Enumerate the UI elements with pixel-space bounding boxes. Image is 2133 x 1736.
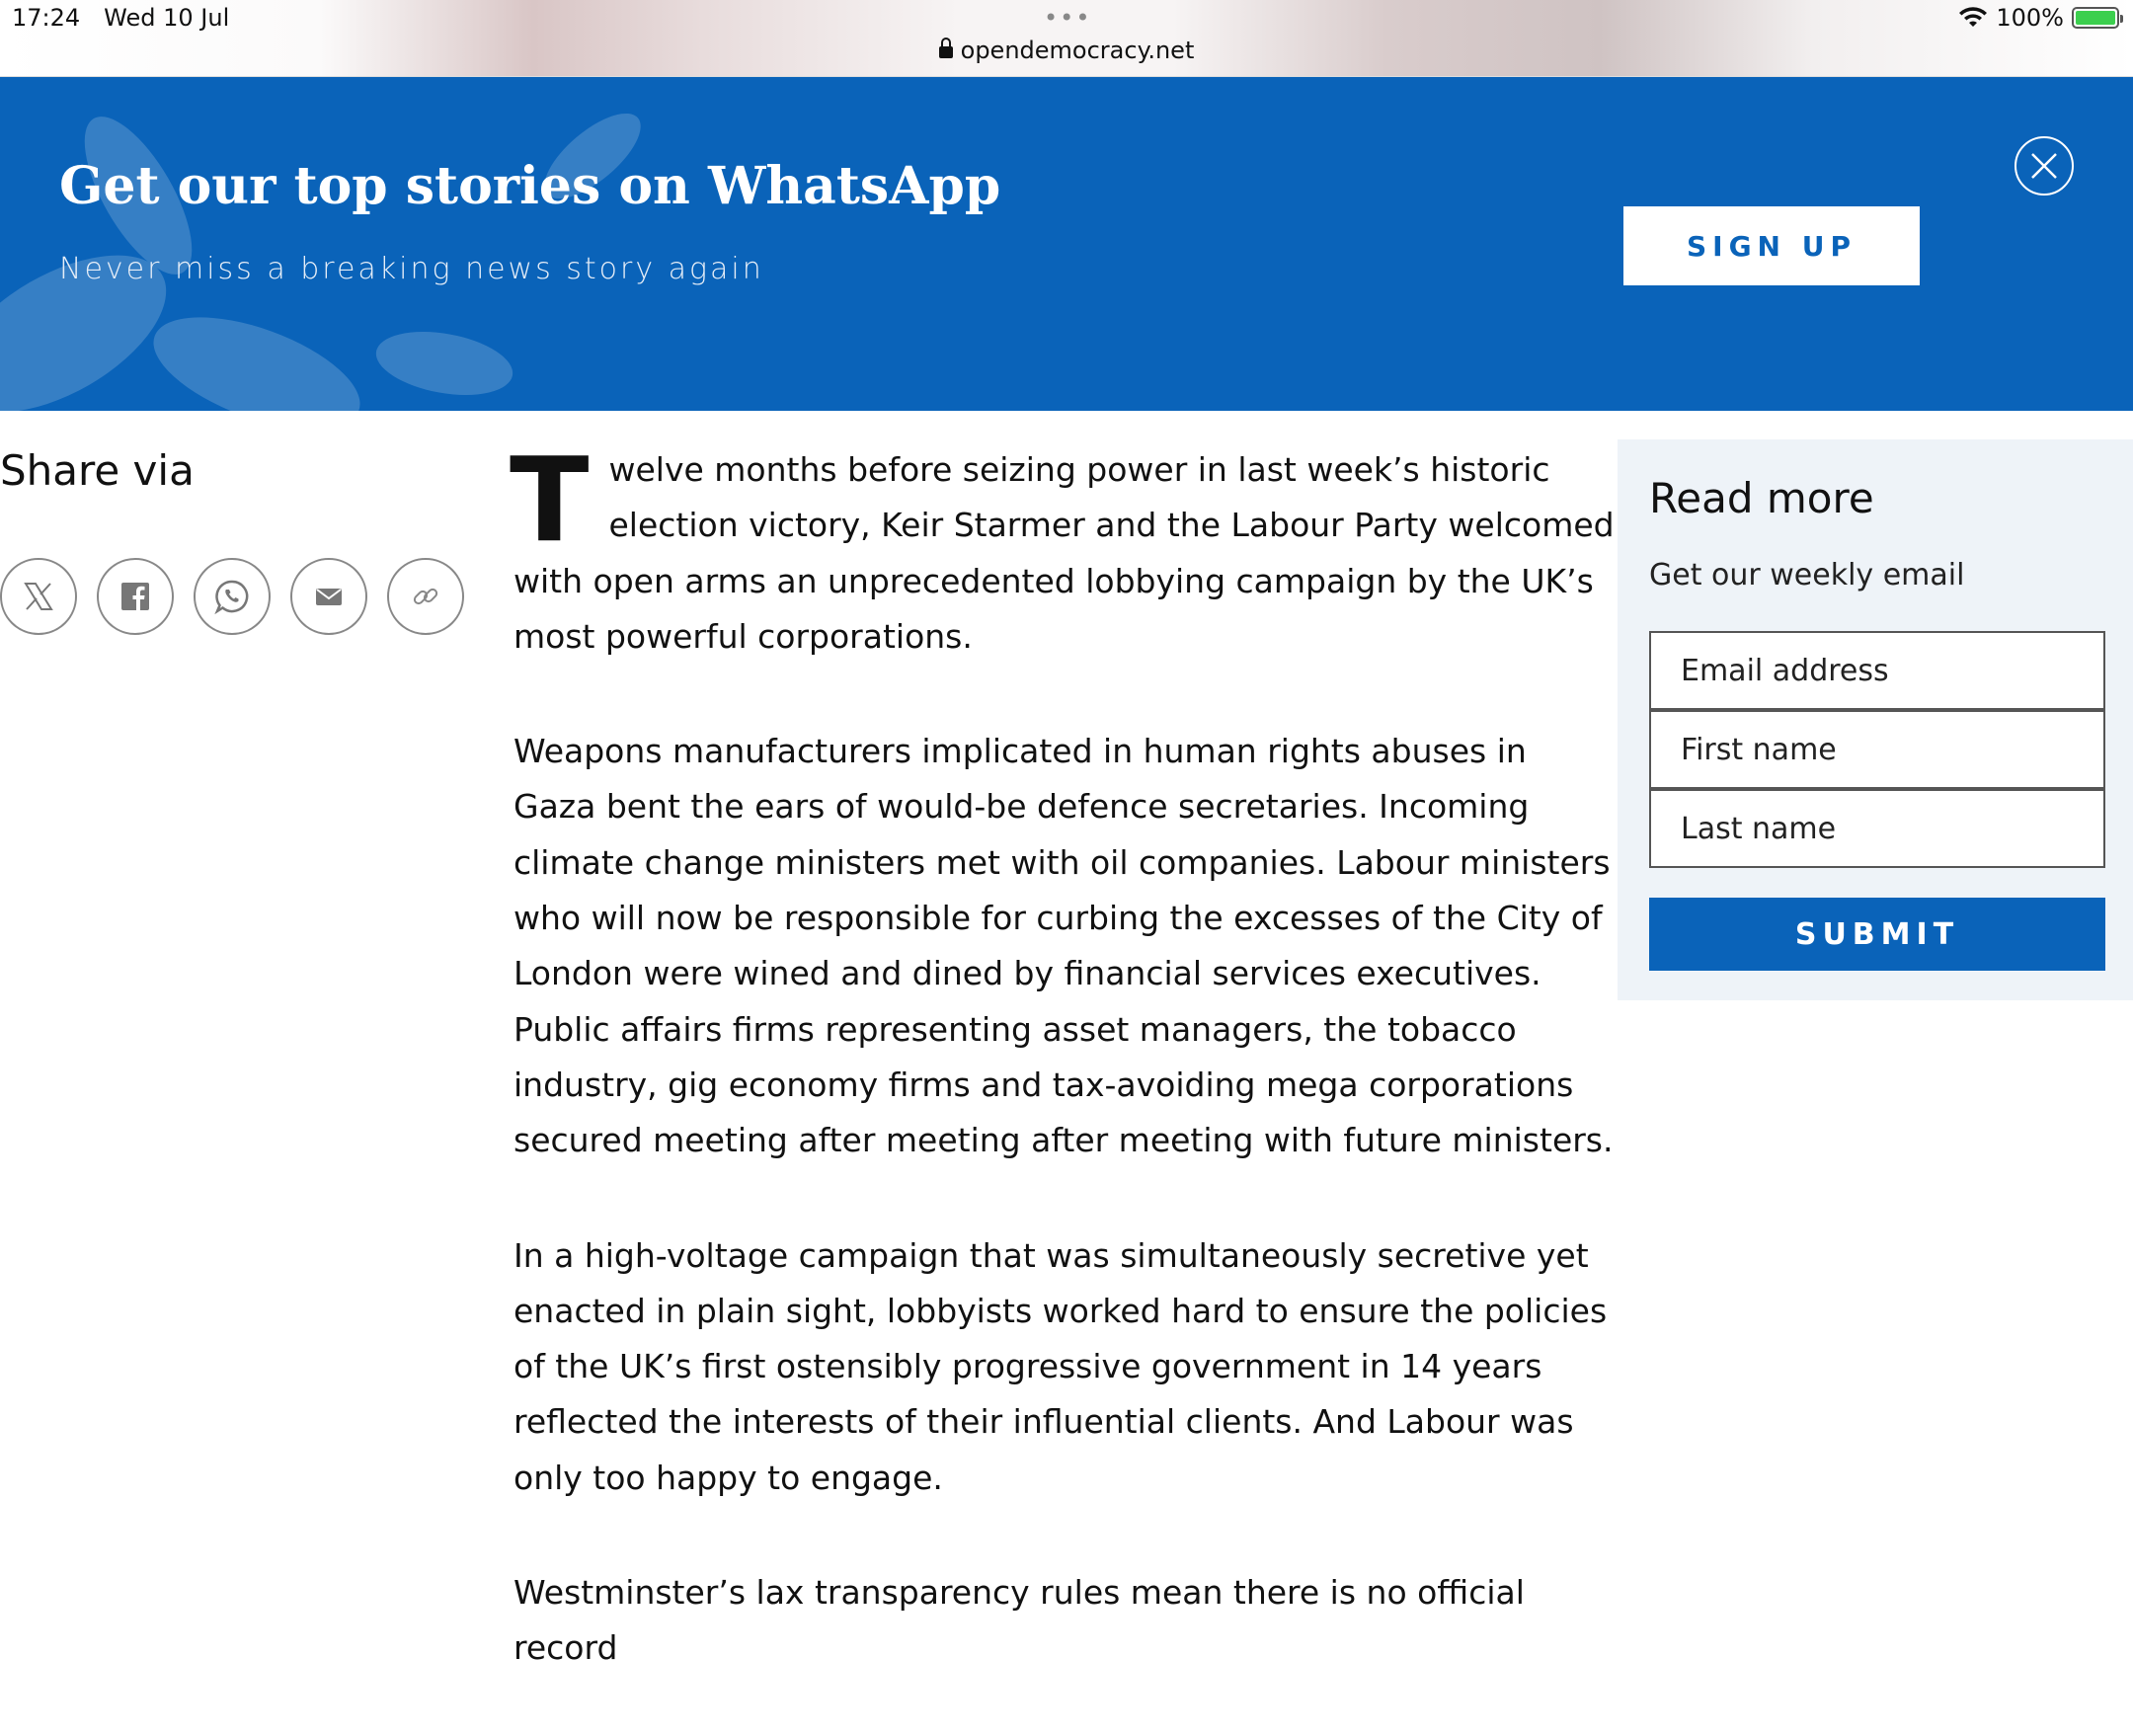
banner-decoration: [0, 77, 790, 411]
email-field[interactable]: [1649, 631, 2105, 710]
read-more-sidebar: [1618, 439, 2133, 1000]
tab-dots-icon[interactable]: •••: [1044, 4, 1092, 32]
lock-icon: [939, 46, 953, 58]
share-facebook-button[interactable]: [97, 558, 174, 635]
address-bar[interactable]: [0, 37, 2133, 64]
share-email-button[interactable]: [290, 558, 367, 635]
article-paragraph: Weapons manufacturers implicated in human rights abuses in Gaza bent the ears of would-be defence secretaries. Incoming climate change ministers met with oil companies. Labour ministers who will now be responsible for curbing the excesses of the City of London were wined and dined by financial services executives. Public affairs firms representing asset managers, the tobacco industry, gig economy firms and tax-avoiding mega corporations secured meeting after meeting after meeting with future ministers.: [514, 732, 1614, 1160]
banner-title: Get our top stories on WhatsApp: [59, 156, 1001, 216]
first-name-field[interactable]: [1649, 710, 2105, 789]
share-title: Share via: [0, 446, 195, 495]
battery-percent: 100%: [1996, 4, 2064, 32]
article-body: [510, 432, 1616, 1736]
last-name-field[interactable]: [1649, 789, 2105, 868]
article-paragraph: In a high-voltage campaign that was simultaneously secretive yet enacted in plain sight, lobbyists worked hard to ensure the policies of the UK’s first ostensibly progressive government in 14 years reflected the interests of their influential clients. And Labour was only too happy to engage.: [514, 1235, 1608, 1497]
share-x-button[interactable]: [0, 558, 77, 635]
banner-subtitle: Never miss a breaking news story again: [59, 252, 764, 286]
url-text: opendemocracy.net: [960, 37, 1195, 64]
share-link-button[interactable]: [387, 558, 464, 635]
sign-up-button[interactable]: SIGN UP: [1623, 206, 1920, 285]
status-indicators: [1958, 4, 2119, 32]
share-icons: [0, 558, 464, 635]
submit-button[interactable]: SUBMIT: [1649, 898, 2105, 971]
close-banner-button[interactable]: [2014, 136, 2074, 196]
email-icon: [315, 586, 343, 607]
status-time-date: [12, 4, 253, 32]
wifi-icon: [1958, 6, 1988, 30]
article-paragraph: Westminster’s lax transparency rules mean there is no official record: [514, 1573, 1525, 1668]
facebook-icon: [120, 582, 150, 611]
link-icon: [410, 581, 441, 612]
drop-cap: T: [510, 432, 590, 568]
share-whatsapp-button[interactable]: [194, 558, 271, 635]
article-paragraph: Twelve months before seizing power in last week’s historic election victory, Keir Starmer and the Labour Party welcomed with open arms an unprecedented lobbying campaign by the UK’s most powerful corporations.: [510, 432, 1615, 656]
whatsapp-icon: [214, 579, 250, 614]
whatsapp-banner: [0, 77, 2133, 411]
x-icon: [23, 581, 54, 612]
battery-icon: [2072, 7, 2119, 29]
status-bar: [0, 0, 2133, 77]
newsletter-subtitle: Get our weekly email: [1649, 558, 1965, 592]
status-date: Wed 10 Jul: [104, 4, 230, 32]
status-time: 17:24: [12, 4, 81, 32]
close-icon: [2030, 152, 2058, 180]
read-more-title: Read more: [1649, 474, 1874, 522]
